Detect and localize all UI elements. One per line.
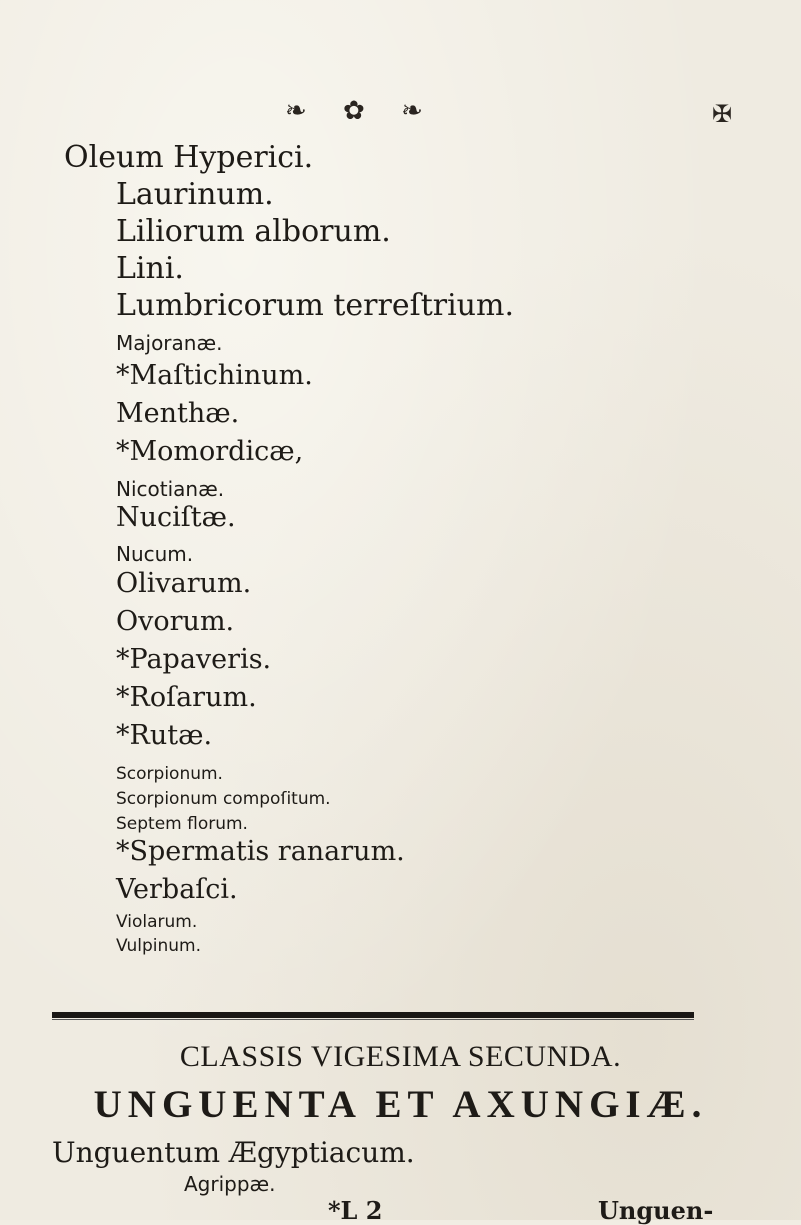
entry-scorpionum: Scorpionum. [116, 764, 223, 784]
catchword: Unguen- [598, 1196, 714, 1225]
section-divider [52, 1012, 694, 1018]
entry-lumbricorum: Lumbricorum terreſtrium. [116, 288, 514, 323]
entry-nucistae: Nuciſtæ. [116, 502, 236, 533]
entry-spermatis: *Spermatis ranarum. [116, 836, 405, 867]
entry-septem-florum: Septem florum. [116, 814, 248, 834]
entry-liliorum: Liliorum alborum. [116, 214, 391, 249]
entry-majoranae: Majoranæ. [116, 331, 223, 355]
entry-vulpinum: Vulpinum. [116, 936, 201, 956]
entry-ovorum: Ovorum. [116, 606, 235, 637]
entry-momordicae: *Momordicæ, [116, 436, 304, 467]
entry-nucum: Nucum. [116, 542, 194, 566]
section-title: UNGUENTA ET AXUNGIÆ. [93, 1083, 708, 1126]
entry-rosarum: *Roſarum. [116, 682, 257, 713]
ornament-icon: ❧ ✿ ❧ [285, 96, 437, 126]
entry-unguentum-aegyptiacum: Unguentum Ægyptiacum. [52, 1136, 415, 1169]
corner-mark-icon: ✠ [712, 100, 733, 128]
entry-verbasci: Verbaſci. [116, 874, 238, 905]
entry-nicotianae: Nicotianæ. [116, 477, 225, 501]
entry-rutae: *Rutæ. [116, 720, 213, 751]
entry-violarum: Violarum. [116, 912, 198, 932]
entry-papaveris: *Papaveris. [116, 644, 272, 675]
entry-lini: Lini. [116, 251, 184, 286]
entry-oleum-hyperici: Oleum Hyperici. [64, 140, 314, 175]
entry-agrippae: Agrippæ. [184, 1172, 276, 1196]
entry-scorpionum-compositum: Scorpionum compoſitum. [116, 789, 331, 809]
classis-heading: CLASSIS VIGESIMA SECUNDA. [179, 1040, 622, 1073]
entry-menthae: Menthæ. [116, 398, 240, 429]
entry-mastichinum: *Maſtichinum. [116, 360, 313, 391]
entry-olivarum: Olivarum. [116, 568, 252, 599]
signature-mark: *L 2 [328, 1196, 383, 1225]
entry-laurinum: Laurinum. [116, 177, 274, 212]
